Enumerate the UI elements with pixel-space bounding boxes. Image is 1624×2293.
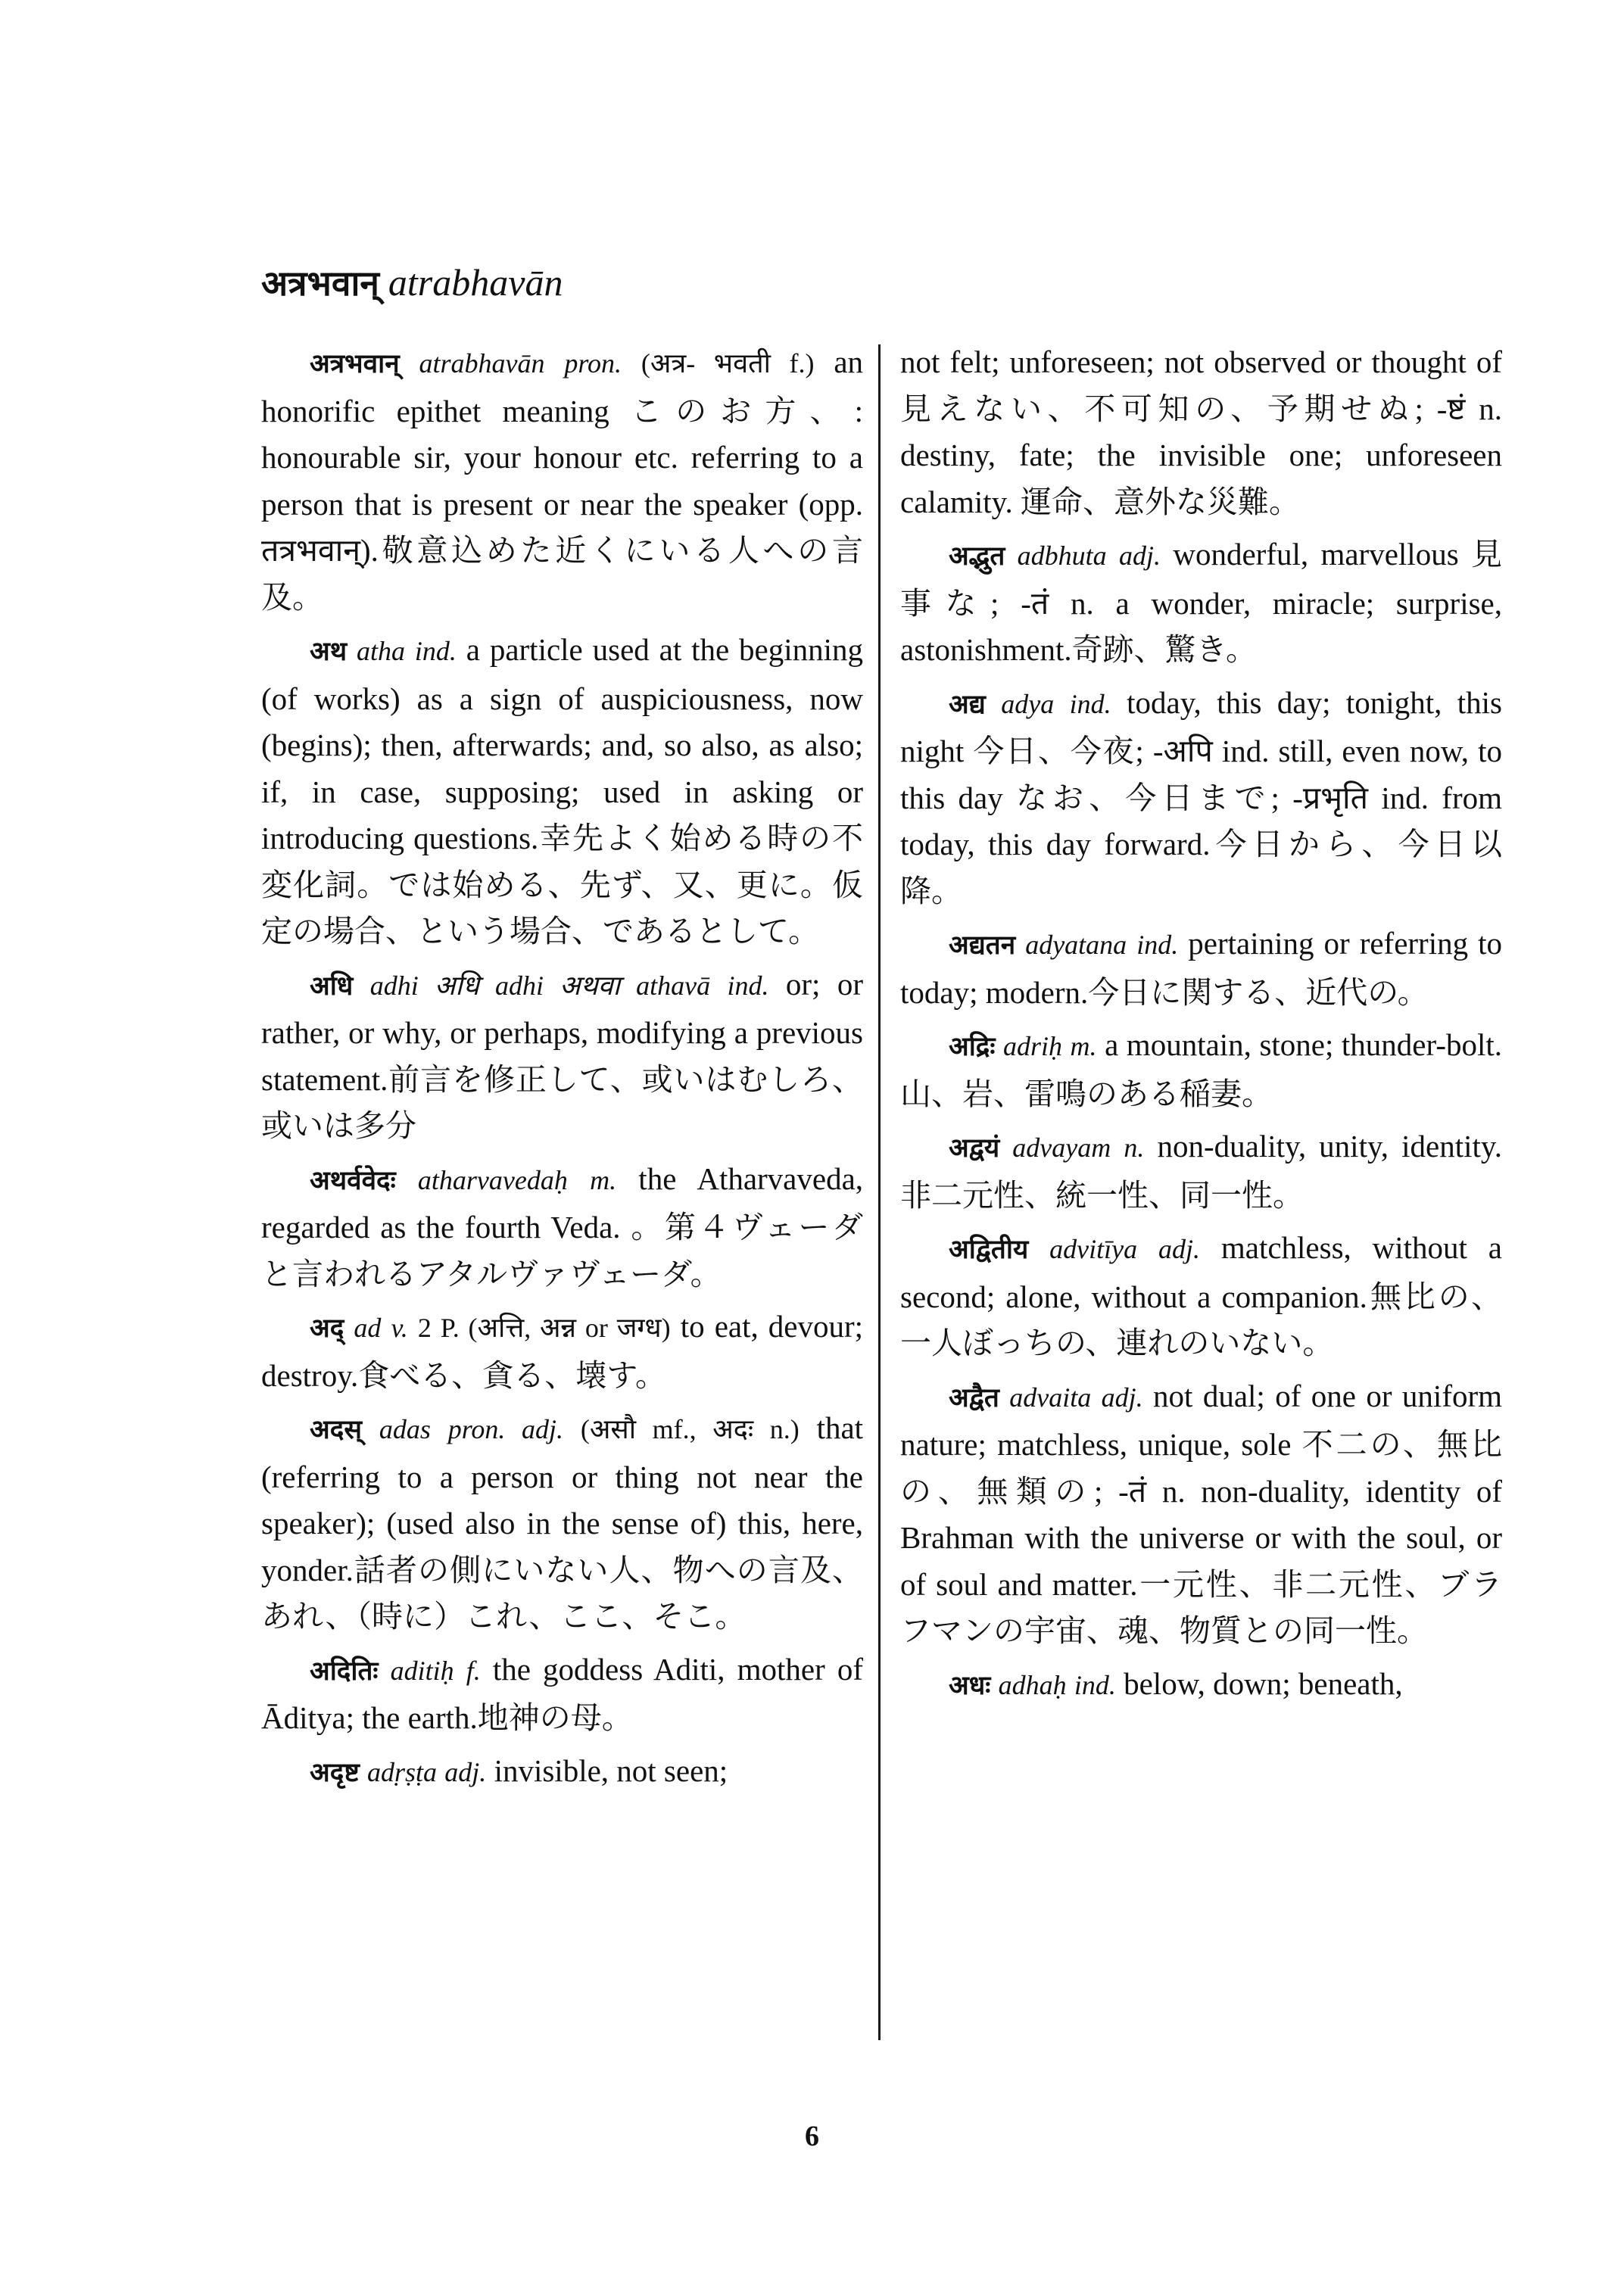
- entry-transliteration: adas: [379, 1414, 431, 1444]
- entry-transliteration: atharvavedaḥ: [417, 1164, 568, 1195]
- dictionary-entry: [900, 1022, 1502, 1117]
- entry-definition: or; or rather, or why, or perhaps, modifying a previous statement.前言を修正して、或いはむしろ、或いは多分: [261, 966, 863, 1143]
- entry-headword: अदृष्ट: [310, 1757, 360, 1788]
- entry-headword: अद्वैत: [949, 1382, 999, 1413]
- entry-transliteration: ad: [354, 1313, 382, 1343]
- entry-headword: अद्रिः: [949, 1032, 996, 1062]
- entry-grammar: adj.: [1101, 1382, 1143, 1413]
- entry-definition: invisible, not seen;: [494, 1752, 728, 1788]
- left-column: [261, 339, 863, 1802]
- entry-transliteration: adhaḥ: [998, 1669, 1067, 1700]
- entry-definition: wonderful, marvellous 見事な; -तं n. a wonder, miracle; surprise, astonishment.奇跡、驚き。: [900, 537, 1502, 667]
- running-head-devanagari: अत्रभवान्: [261, 263, 379, 304]
- entry-grammar: v.: [391, 1313, 408, 1343]
- entry-definition: a particle used at the beginning (of works) as a sign of auspiciousness, now (begins); then, afterwards; and, so also, as also; if, in case, supposing; used in asking or introducing questions.幸先よく始める時の不変化詞。では始める、先ず、又、更に。仮定の場合、という場合、であるとして。: [261, 632, 864, 949]
- entry-transliteration: atha: [356, 636, 405, 666]
- entry-grammar: n.: [1124, 1132, 1145, 1163]
- dictionary-entry: [261, 1304, 863, 1399]
- running-head: [261, 256, 563, 310]
- dictionary-entry: [261, 961, 863, 1150]
- entry-definition: pertaining or referring to today; modern.今日に関する、近代の。: [900, 926, 1503, 1010]
- entry-transliteration: adriḥ: [1003, 1031, 1063, 1061]
- entry-definition: not dual; of one or uniform nature; matchless, unique, sole 不二の、無比の、無類の; -तं n. non-duality, identity of Brahman with the universe or with the soul, or of soul and matter.一元性、非二元性、ブラフマンの宇宙、魂、物質との同一性。: [900, 1378, 1503, 1648]
- entry-transliteration: adya: [1001, 688, 1055, 719]
- dictionary-entry: [261, 1748, 863, 1797]
- entry-headword: अद्: [310, 1313, 344, 1344]
- entry-definition: that (referring to a person or thing not near the speaker); (used also in the sense of) this, here, yonder.話者の側にいない人、物への言及、あれ、（時に）これ、ここ、そこ。: [261, 1410, 864, 1634]
- entry-transliteration: adbhuta: [1017, 541, 1107, 571]
- entry-grammar: ind.: [1069, 688, 1111, 719]
- dictionary-entry: [900, 1661, 1502, 1710]
- entry-transliteration: advitīya: [1049, 1234, 1138, 1264]
- entry-headword: अधि: [310, 970, 354, 1002]
- dictionary-entry: [900, 339, 1502, 525]
- dictionary-entry: [261, 1647, 863, 1742]
- running-head-roman: atrabhavān: [388, 261, 563, 304]
- entry-headword: अत्रभवान्: [310, 349, 400, 379]
- entry-grammar: adj.: [1158, 1234, 1200, 1264]
- entry-headword: अद्भुत: [949, 541, 1005, 572]
- entry-definition: today, this day; tonight, this night 今日、今夜; -अपि ind. still, even now, to this day なお、今日まで; -प्रभृति ind. from today, this day forward.今日から、今日以降。: [900, 684, 1503, 908]
- entry-grammar: pron. adj.: [447, 1414, 564, 1444]
- entry-note: 2 P. (अत्ति, अन्न or जग्ध): [417, 1313, 671, 1343]
- entry-grammar: ind.: [414, 636, 457, 666]
- column-divider: [878, 344, 881, 2040]
- entry-headword: अद्य: [949, 689, 986, 720]
- entry-grammar: ind.: [1074, 1669, 1116, 1700]
- entry-note: (अत्र- भवती f.): [641, 348, 815, 379]
- entry-grammar: ind.: [727, 970, 769, 1001]
- dictionary-entry: [900, 921, 1502, 1016]
- entry-definition: non-duality, unity, identity.非二元性、統一性、同一性。: [900, 1129, 1503, 1213]
- dictionary-entry: [900, 1123, 1502, 1219]
- entry-definition: the Atharvaveda, regarded as the fourth Veda. 。第４ヴェーダと言われるアタルヴァヴェーダ。: [261, 1161, 864, 1291]
- page-number: 6: [805, 2120, 819, 2152]
- dictionary-entry: [900, 680, 1502, 915]
- entry-definition: not felt; unforeseen; not observed or thought of 見えない、不可知の、予期せぬ; -ष्टं n. destiny, fate; the invisible one; unforeseen calamity. 運命、意外な災難。: [900, 344, 1502, 519]
- entry-headword: अथ: [310, 637, 348, 667]
- entry-grammar: adj.: [444, 1756, 487, 1787]
- entry-definition: an honorific epithet meaning このお方、: honourable sir, your honour etc. referring to a person that is present or near the speaker (opp. तत्रभवान्).敬意込めた近くにいる人への言及。: [261, 344, 864, 615]
- entry-definition: to eat, devour; destroy.食べる、貪る、壊す。: [261, 1309, 864, 1393]
- dictionary-entry: [261, 1405, 863, 1640]
- entry-note: (असौ mf., अदः n.): [580, 1414, 800, 1444]
- entry-headword: अधः: [949, 1670, 991, 1701]
- entry-headword: अद्वयं: [949, 1133, 1000, 1164]
- dictionary-entry: [261, 627, 863, 955]
- entry-grammar: pron.: [564, 348, 622, 379]
- entry-grammar: f.: [466, 1655, 481, 1686]
- dictionary-entry: [900, 1373, 1502, 1655]
- entry-transliteration: adṛṣṭa: [367, 1756, 438, 1787]
- entry-headword: अथर्ववेदः: [310, 1165, 396, 1196]
- entry-definition: the goddess Aditi, mother of Āditya; the earth.地神の母。: [261, 1651, 864, 1735]
- entry-grammar: m.: [1070, 1031, 1097, 1061]
- dictionary-entry: [900, 1225, 1502, 1367]
- entry-grammar: ind.: [1136, 930, 1179, 960]
- dictionary-entry: [900, 531, 1502, 674]
- entry-transliteration: aditiḥ: [390, 1655, 454, 1686]
- entry-grammar: adj.: [1119, 541, 1161, 571]
- entry-definition: matchless, without a second; alone, without a companion.無比の、一人ぼっちの、連れのいない。: [900, 1230, 1503, 1360]
- dictionary-entry: [261, 1156, 863, 1298]
- entry-grammar: m.: [590, 1164, 617, 1195]
- right-column: [900, 339, 1502, 1715]
- entry-headword: अदितिः: [310, 1656, 379, 1687]
- entry-definition: a mountain, stone; thunder-bolt.山、岩、雷鳴のある稲妻。: [900, 1027, 1503, 1111]
- entry-transliteration: adhi अधि adhi अथवा athavā: [369, 970, 711, 1001]
- dictionary-entry: [261, 339, 863, 621]
- entry-headword: अद्यतन: [949, 930, 1016, 961]
- entry-transliteration: advaita: [1009, 1382, 1092, 1413]
- entry-definition: below, down; beneath,: [1124, 1665, 1403, 1701]
- entry-headword: अद्वितीय: [949, 1235, 1029, 1265]
- entry-transliteration: adyatana: [1025, 930, 1127, 960]
- entry-transliteration: advayam: [1012, 1132, 1111, 1163]
- entry-headword: अदस्: [310, 1415, 362, 1445]
- entry-transliteration: atrabhavān: [419, 348, 545, 379]
